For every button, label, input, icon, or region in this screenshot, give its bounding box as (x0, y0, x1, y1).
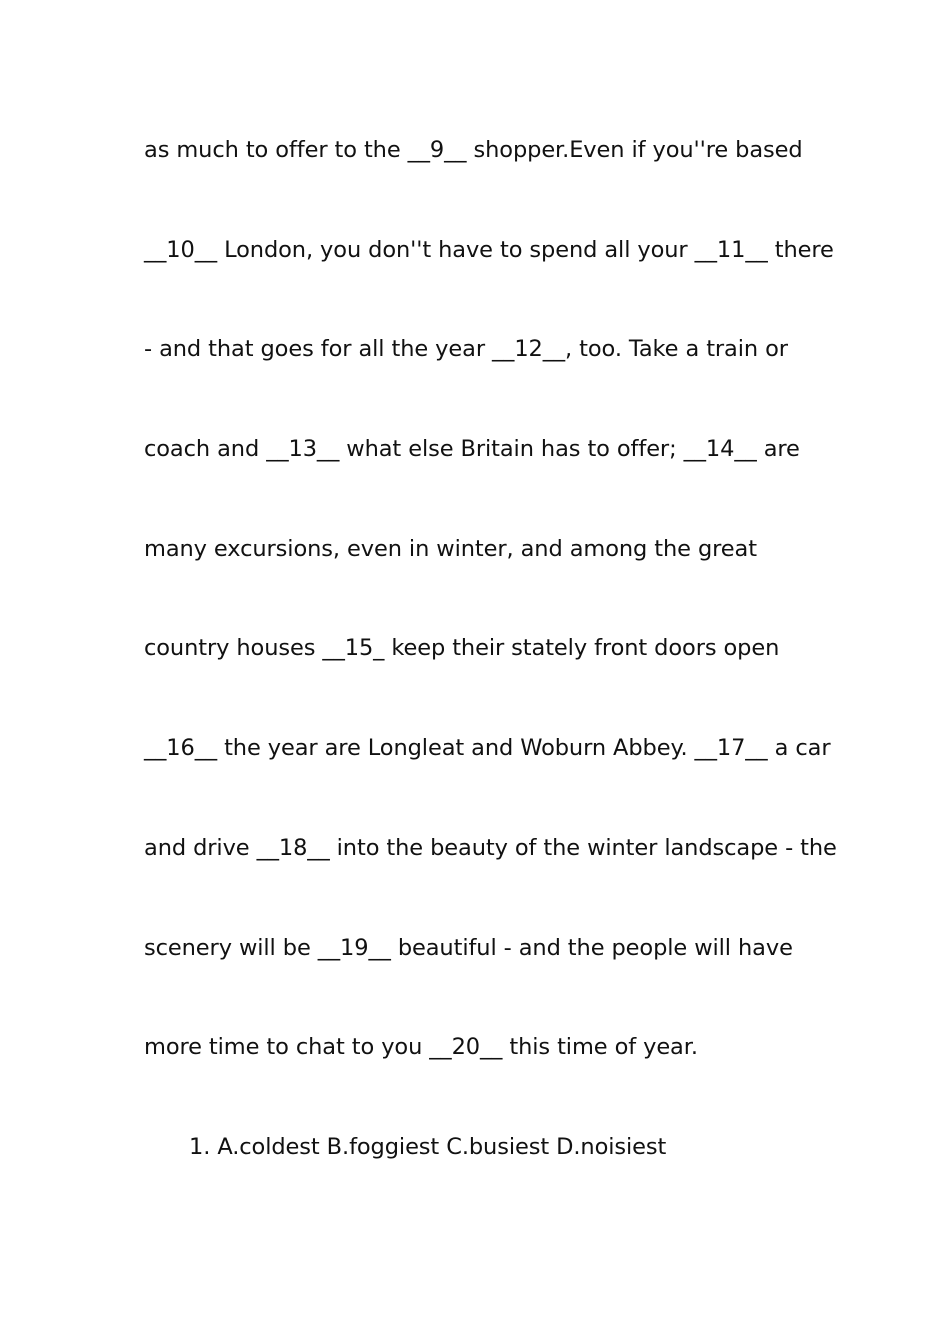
passage-line-10: more time to chat to you __20__ this time of year. (144, 1034, 698, 1061)
passage-line-9: scenery will be __19__ beautiful - and the people will have (144, 934, 793, 961)
passage-line-7: __16__ the year are Longleat and Woburn Abbey. __17__ a car (144, 735, 831, 762)
passage-line-8: and drive __18__ into the beauty of the winter landscape - the (144, 834, 837, 861)
passage-line-5: many excursions, even in winter, and among the great (144, 535, 757, 562)
passage-line-2: __10__ London, you don''t have to spend all your __11__ there (144, 236, 834, 263)
passage-line-1: as much to offer to the __9__ shopper.Even if you''re based (144, 137, 803, 163)
passage-line-4: coach and __13__ what else Britain has to offer; __14__ are (144, 436, 800, 463)
passage-text (144, 128, 837, 1225)
passage-line-6: country houses __15_ keep their stately front doors open (144, 635, 780, 662)
passage-line-3: - and that goes for all the year __12__, too. Take a train or (144, 336, 788, 363)
question-options: 1. A.coldest B.foggiest C.busiest D.noisiest (189, 1133, 667, 1160)
